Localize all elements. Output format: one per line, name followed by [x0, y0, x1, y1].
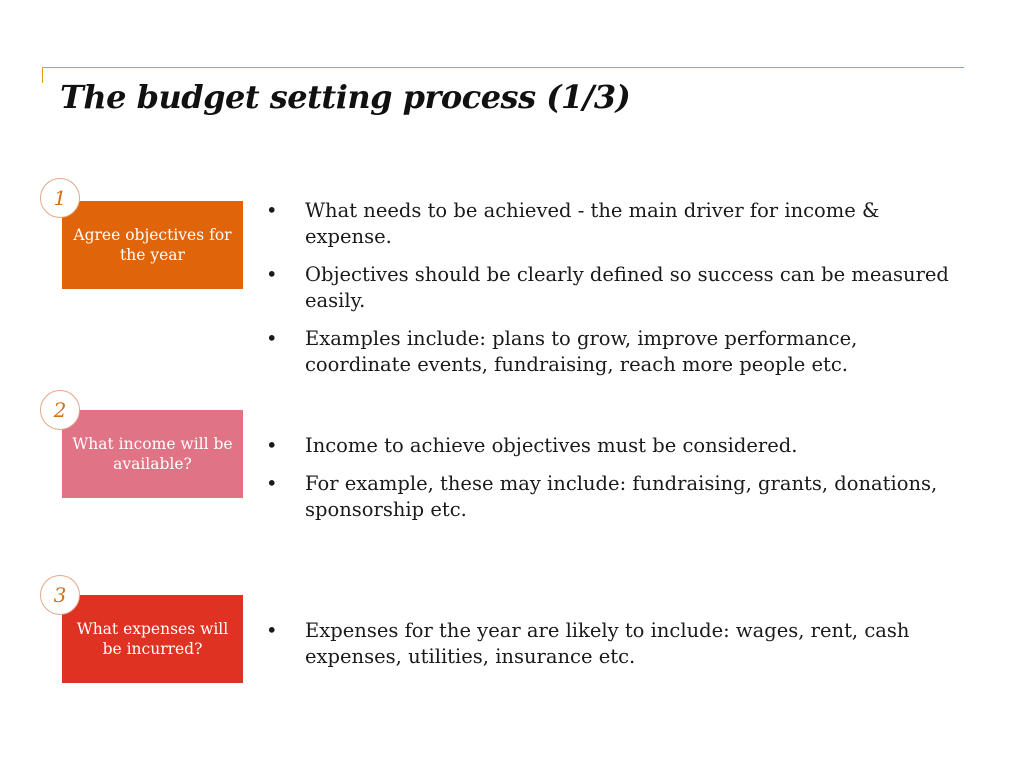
bullet-text: What needs to be achieved - the main driver for income & expense.: [305, 199, 880, 248]
bullet-text: Examples include: plans to grow, improve performance, coordinate events, fundraising, reach more people etc.: [305, 327, 858, 376]
bullet-item: [266, 326, 966, 378]
bullet-icon: •: [266, 472, 278, 495]
bullet-text: Expenses for the year are likely to include: wages, rent, cash expenses, utilities, insurance etc.: [305, 619, 910, 668]
bullet-text: Income to achieve objectives must be considered.: [305, 434, 798, 457]
step-box: [62, 595, 243, 683]
bullet-text: Objectives should be clearly defined so success can be measured easily.: [305, 263, 949, 312]
bullet-item: [266, 471, 966, 523]
bullet-text: For example, these may include: fundraising, grants, donations, sponsorship etc.: [305, 472, 938, 521]
bullet-list: [266, 198, 966, 390]
bullet-icon: •: [266, 619, 278, 642]
bullet-list: [266, 618, 966, 682]
step-box: [62, 201, 243, 289]
bullet-icon: •: [266, 327, 278, 350]
step-box: [62, 410, 243, 498]
step-number-badge: 3: [40, 575, 80, 615]
bullet-item: [266, 618, 966, 670]
bullet-item: [266, 262, 966, 314]
bullet-item: [266, 433, 966, 459]
step-box-label: Agree objectives for the year: [73, 226, 232, 264]
slide-title: The budget setting process (1/3): [60, 78, 631, 116]
step-number-badge: 1: [40, 178, 80, 218]
bullet-icon: •: [266, 263, 278, 286]
title-tick: [42, 67, 43, 83]
step-box-label: What expenses will be incurred?: [76, 620, 229, 658]
bullet-icon: •: [266, 199, 278, 222]
bullet-icon: •: [266, 434, 278, 457]
bullet-list: [266, 433, 966, 535]
step-box-label: What income will be available?: [72, 435, 233, 473]
step-number-badge: 2: [40, 390, 80, 430]
bullet-item: [266, 198, 966, 250]
title-rule: [42, 67, 964, 68]
